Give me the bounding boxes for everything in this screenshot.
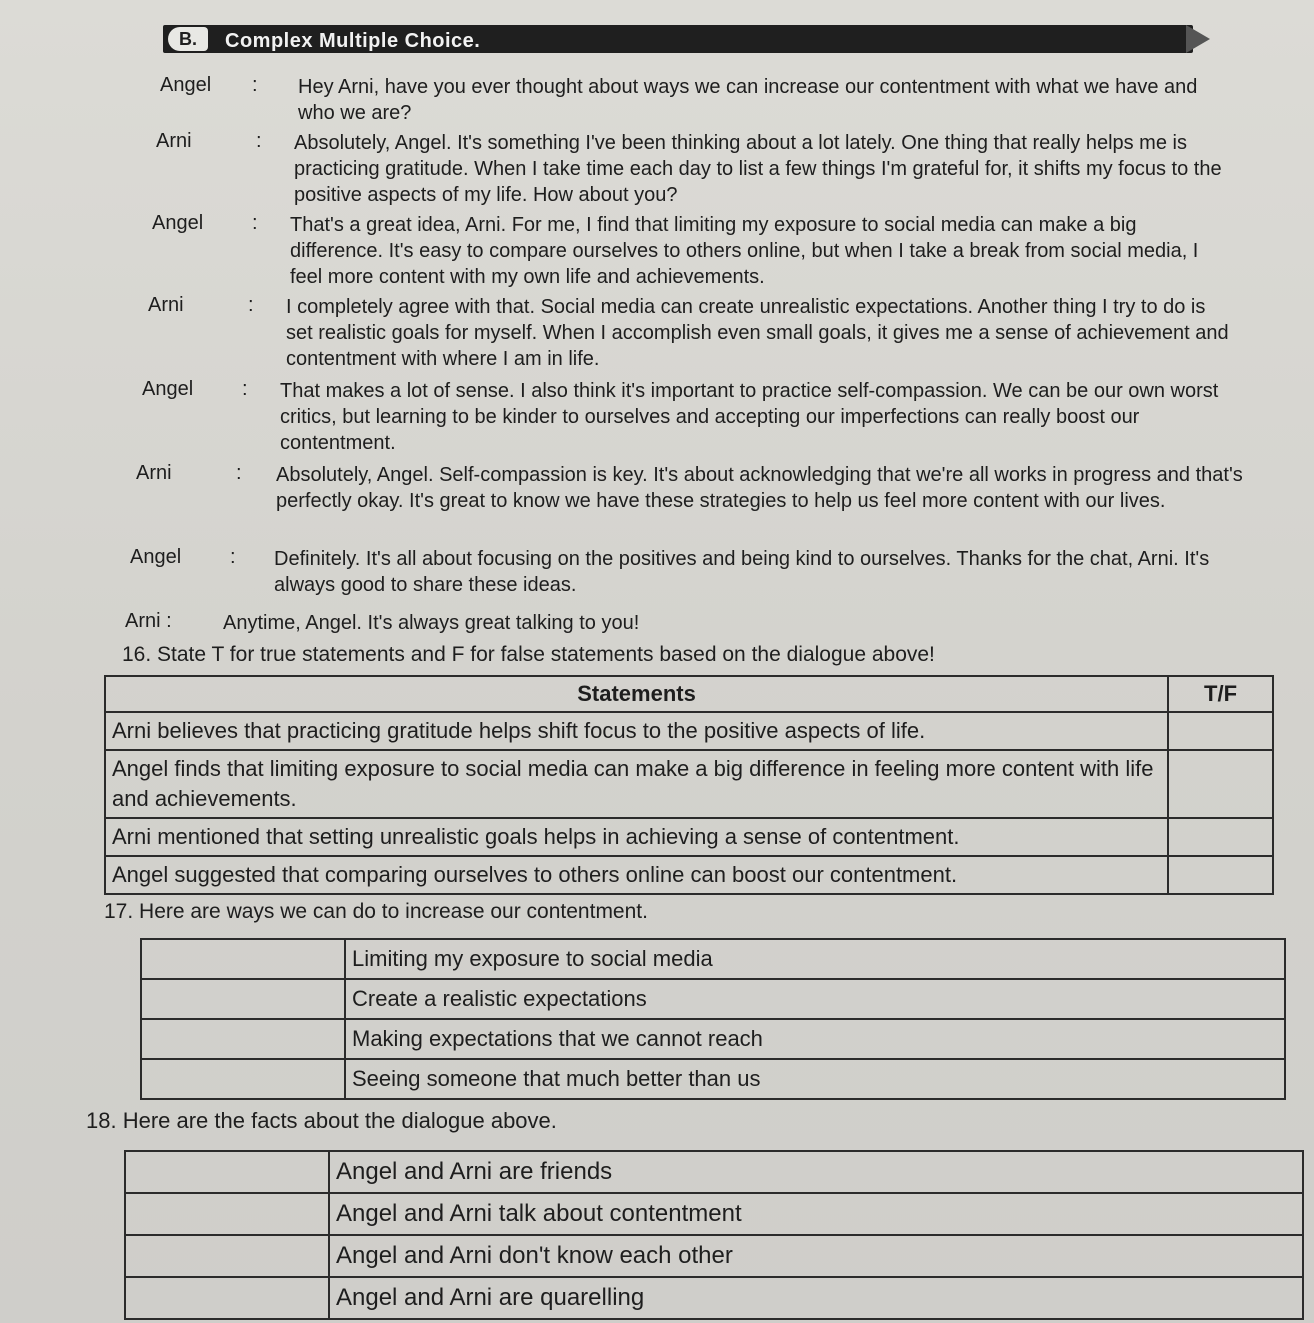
table-row <box>105 818 1273 856</box>
question-17-table <box>140 938 1286 1100</box>
speaker-name: Arni <box>148 294 184 316</box>
table-row <box>105 712 1273 750</box>
table-row <box>141 979 1285 1019</box>
option-cell: Angel and Arni are quarelling <box>329 1277 1303 1319</box>
checkbox-cell[interactable] <box>141 1059 345 1099</box>
option-cell: Limiting my exposure to social media <box>345 939 1285 979</box>
speaker-colon: : <box>242 378 248 400</box>
speaker-colon: : <box>230 546 236 568</box>
table-row <box>125 1235 1303 1277</box>
checkbox-cell[interactable] <box>141 939 345 979</box>
statement-cell: Angel suggested that comparing ourselves to others online can boost our contentment. <box>105 856 1168 894</box>
option-cell: Seeing someone that much better than us <box>345 1059 1285 1099</box>
speaker-name: Angel <box>160 74 212 96</box>
checkbox-cell[interactable] <box>141 1019 345 1059</box>
question-16-table <box>104 675 1274 895</box>
table-row <box>141 1019 1285 1059</box>
answer-cell[interactable] <box>1168 712 1273 750</box>
dialogue-text: Absolutely, Angel. It's something I've been thinking about a lot lately. One thing that really helps me is practicing gratitude. When I take time each day to list a few things I'm grateful for, it shifts my focus to the positive aspects of my life. How about you? <box>294 132 1222 206</box>
table-row <box>141 1059 1285 1099</box>
question-17-title: 17. Here are ways we can do to increase our contentment. <box>104 900 648 923</box>
statement-cell: Angel finds that limiting exposure to social media can make a big difference in feeling more content with life and achievements. <box>105 750 1168 818</box>
speaker-name: Angel <box>130 546 182 568</box>
dialogue-text: Hey Arni, have you ever thought about ways we can increase our contentment with what we have and who we are? <box>298 76 1198 124</box>
answer-cell[interactable] <box>1168 818 1273 856</box>
checkbox-cell[interactable] <box>125 1277 329 1319</box>
banner-arrow-tip <box>1186 25 1210 53</box>
speaker-name: Arni <box>136 462 172 484</box>
table-row <box>105 750 1273 818</box>
speaker-colon: : <box>252 74 258 96</box>
checkbox-cell[interactable] <box>141 979 345 1019</box>
option-cell: Create a realistic expectations <box>345 979 1285 1019</box>
speaker-colon: : <box>236 462 242 484</box>
dialogue-text: That makes a lot of sense. I also think it's important to practice self-compassion. We can be our own worst critics, but learning to be kinder to ourselves and accepting our imperfections can really boost our contentment. <box>280 380 1219 454</box>
answer-cell[interactable] <box>1168 750 1273 818</box>
answer-cell[interactable] <box>1168 856 1273 894</box>
question-18-title: 18. Here are the facts about the dialogue above. <box>86 1108 557 1133</box>
speaker-colon: : <box>248 294 254 316</box>
speaker-name: Arni : <box>125 610 172 632</box>
speaker-name: Arni <box>156 130 192 152</box>
dialogue-text: That's a great idea, Arni. For me, I find that limiting my exposure to social media can make a big difference. It's easy to compare ourselves to others online, but when I take a break from social media, I feel more content with my own life and achievements. <box>290 214 1199 288</box>
speaker-name: Angel <box>142 378 194 400</box>
header-statements: Statements <box>105 676 1168 712</box>
statement-cell: Arni mentioned that setting unrealistic goals helps in achieving a sense of contentment. <box>105 818 1168 856</box>
dialogue-text: Absolutely, Angel. Self-compassion is key. It's about acknowledging that we're all works in progress and that's perfectly okay. It's great to know we have these strategies to help us feel more content with our lives. <box>276 464 1243 512</box>
speaker-name: Angel <box>152 212 204 234</box>
question-18-table <box>124 1150 1304 1320</box>
statement-cell: Arni believes that practicing gratitude helps shift focus to the positive aspects of life. <box>105 712 1168 750</box>
section-badge: B. <box>168 27 208 51</box>
table-row <box>125 1151 1303 1193</box>
header-tf: T/F <box>1168 676 1273 712</box>
table-row <box>105 856 1273 894</box>
option-cell: Angel and Arni are friends <box>329 1151 1303 1193</box>
dialogue-text: Definitely. It's all about focusing on the positives and being kind to ourselves. Thanks for the chat, Arni. It's always good to share these ideas. <box>274 548 1210 596</box>
table-row <box>125 1277 1303 1319</box>
option-cell: Angel and Arni talk about contentment <box>329 1193 1303 1235</box>
section-title: Complex Multiple Choice. <box>225 30 481 52</box>
question-16-title: 16. State T for true statements and F for false statements based on the dialogue above! <box>122 643 935 666</box>
dialogue-text: I completely agree with that. Social media can create unrealistic expectations. Another thing I try to do is set realistic goals for myself. When I accomplish even small goals, it gives me a sense of achievement and contentment with where I am in life. <box>286 296 1229 370</box>
dialogue-text: Anytime, Angel. It's always great talking to you! <box>223 612 640 634</box>
checkbox-cell[interactable] <box>125 1235 329 1277</box>
option-cell: Making expectations that we cannot reach <box>345 1019 1285 1059</box>
checkbox-cell[interactable] <box>125 1151 329 1193</box>
speaker-colon: : <box>256 130 262 152</box>
option-cell: Angel and Arni don't know each other <box>329 1235 1303 1277</box>
table-header-row <box>105 676 1273 712</box>
checkbox-cell[interactable] <box>125 1193 329 1235</box>
table-row <box>125 1193 1303 1235</box>
speaker-colon: : <box>252 212 258 234</box>
table-row <box>141 939 1285 979</box>
